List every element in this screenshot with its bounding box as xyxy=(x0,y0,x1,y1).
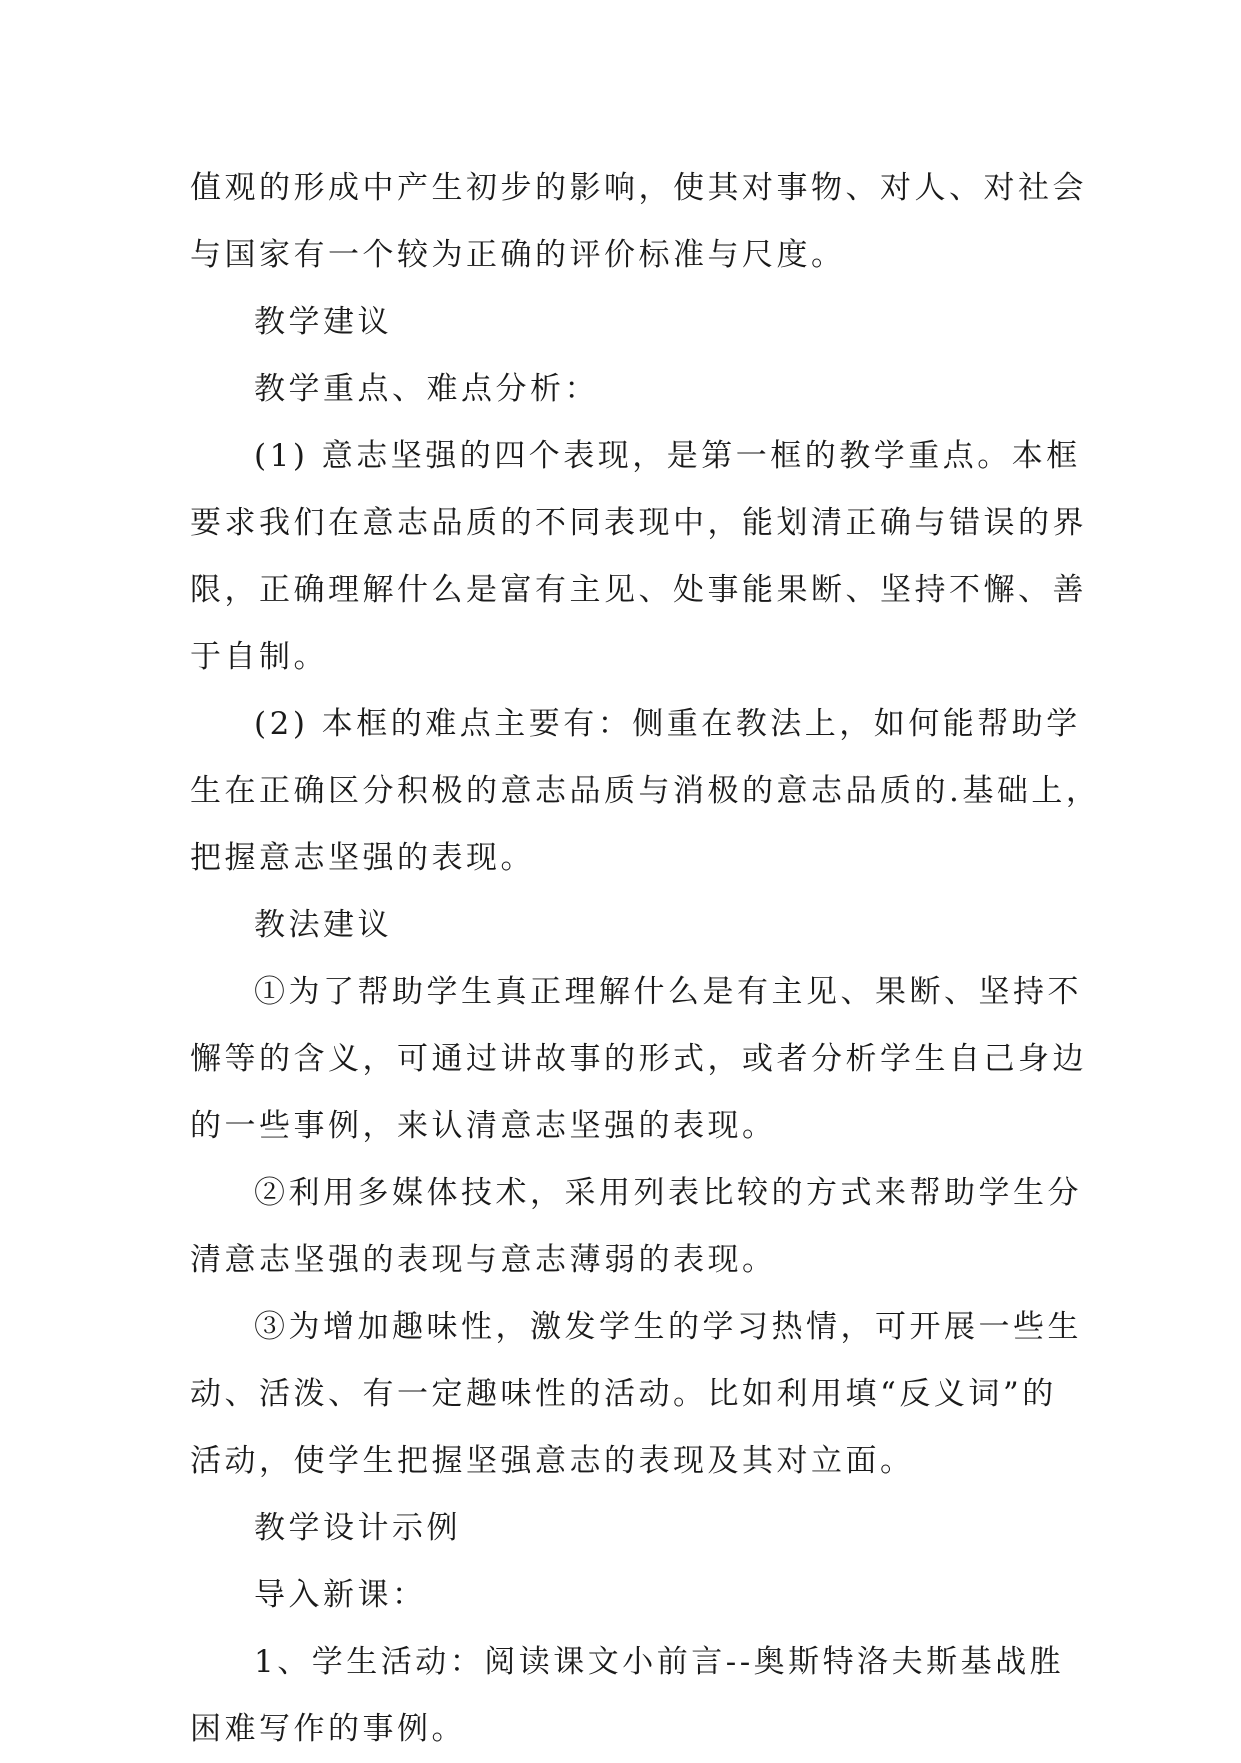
document-body xyxy=(190,155,1101,1763)
text-line: (1) 意志坚强的四个表现，是第一框的教学重点。本框 xyxy=(254,438,1081,474)
text-line: 困难写作的事例。 xyxy=(190,1711,466,1747)
text-line: 懈等的含义，可通过讲故事的形式，或者分析学生自己身边 xyxy=(190,1041,1087,1077)
text-line: 把握意志坚强的表现。 xyxy=(190,840,535,876)
text-line: 活动，使学生把握坚强意志的表现及其对立面。 xyxy=(190,1443,915,1479)
text-line: 1、学生活动：阅读课文小前言--奥斯特洛夫斯基战胜 xyxy=(254,1644,1065,1680)
subsection-heading: 教学重点、难点分析： xyxy=(254,371,599,407)
text-line: 值观的形成中产生初步的影响，使其对事物、对人、对社会 xyxy=(190,170,1087,206)
text-line: 动、活泼、有一定趣味性的活动。比如利用填“反义词”的 xyxy=(190,1376,1057,1412)
subsection-heading: 导入新课： xyxy=(254,1577,427,1613)
text-line: 生在正确区分积极的意志品质与消极的意志品质的.基础上， xyxy=(190,773,1101,809)
text-line: 与国家有一个较为正确的评价标准与尺度。 xyxy=(190,237,846,273)
text-line: 限，正确理解什么是富有主见、处事能果断、坚持不懈、善 xyxy=(190,572,1087,608)
text-line: ①为了帮助学生真正理解什么是有主见、果断、坚持不 xyxy=(254,974,1082,1010)
text-line: 于自制。 xyxy=(190,639,328,675)
text-line: 要求我们在意志品质的不同表现中，能划清正确与错误的界 xyxy=(190,505,1087,541)
section-heading: 教学设计示例 xyxy=(254,1510,461,1546)
section-heading: 教学建议 xyxy=(254,304,392,340)
section-heading: 教法建议 xyxy=(254,907,392,943)
text-line: (2) 本框的难点主要有：侧重在教法上，如何能帮助学 xyxy=(254,706,1081,742)
text-line: ③为增加趣味性，激发学生的学习热情，可开展一些生 xyxy=(254,1309,1082,1345)
text-line: 的一些事例，来认清意志坚强的表现。 xyxy=(190,1108,777,1144)
text-line: ②利用多媒体技术，采用列表比较的方式来帮助学生分 xyxy=(254,1175,1082,1211)
text-line: 清意志坚强的表现与意志薄弱的表现。 xyxy=(190,1242,777,1278)
